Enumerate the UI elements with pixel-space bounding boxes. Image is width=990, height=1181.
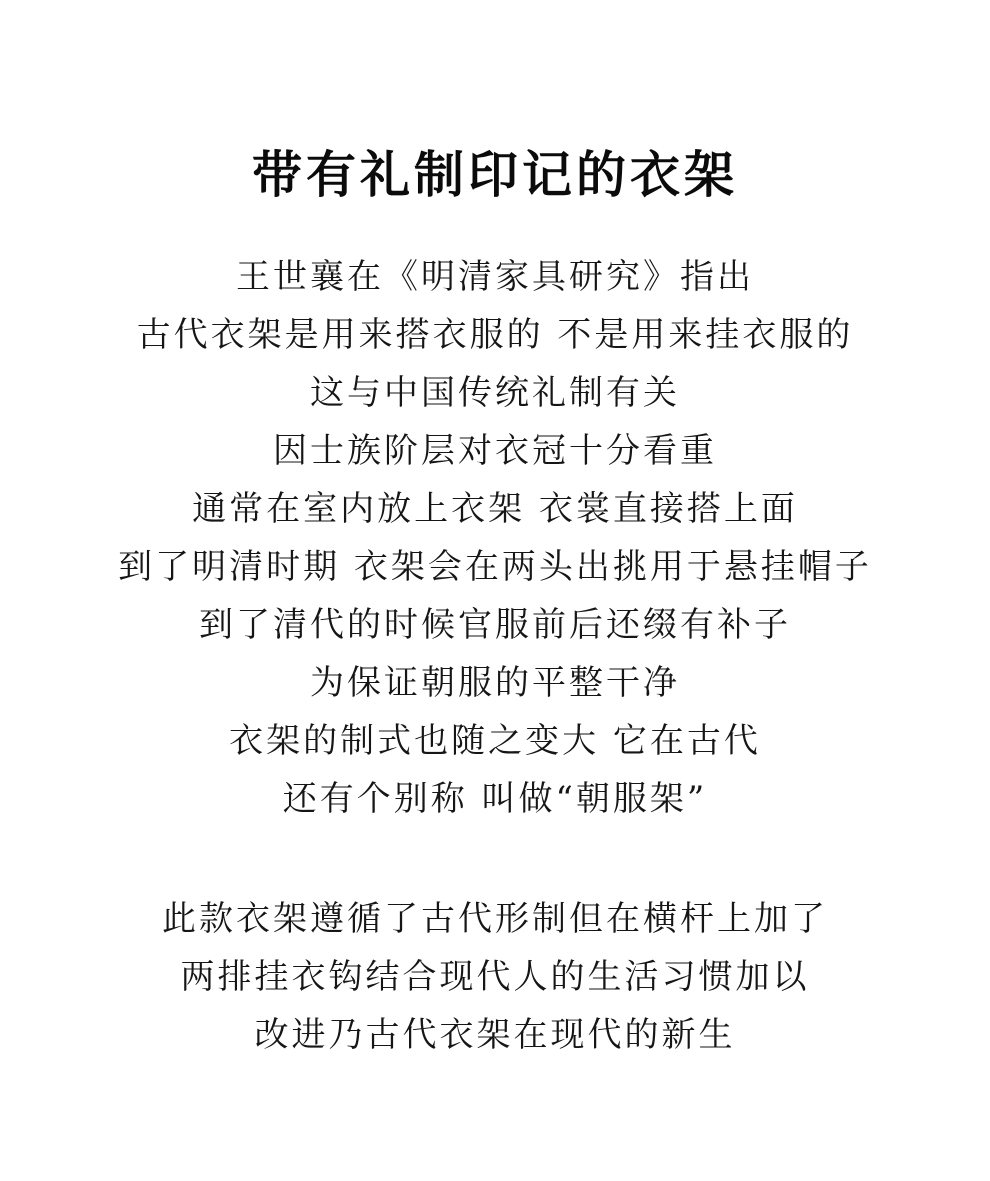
paragraph-history	[0, 248, 990, 828]
text-line: 王世襄在《明清家具研究》指出	[236, 257, 754, 297]
text-line: 此款衣架遵循了古代形制但在横杆上加了	[162, 899, 828, 939]
text-line: 改进乃古代衣架在现代的新生	[254, 1015, 736, 1055]
paragraph-product	[0, 890, 990, 1064]
text-line: 古代衣架是用来搭衣服的 不是用来挂衣服的	[136, 315, 854, 355]
text-line: 还有个别称 叫做“朝服架”	[282, 779, 708, 819]
page-title: 带有礼制印记的衣架	[252, 145, 738, 204]
text-line: 为保证朝服的平整干净	[310, 663, 680, 703]
text-line: 通常在室内放上衣架 衣裳直接搭上面	[192, 489, 798, 529]
text-line: 到了明清时期 衣架会在两头出挑用于悬挂帽子	[118, 547, 872, 587]
text-line: 到了清代的时候官服前后还缀有补子	[199, 605, 791, 645]
text-line: 因士族阶层对衣冠十分看重	[273, 431, 717, 471]
text-line: 这与中国传统礼制有关	[310, 373, 680, 413]
text-line: 两排挂衣钩结合现代人的生活习惯加以	[180, 957, 810, 997]
text-line: 衣架的制式也随之变大 它在古代	[229, 721, 761, 761]
